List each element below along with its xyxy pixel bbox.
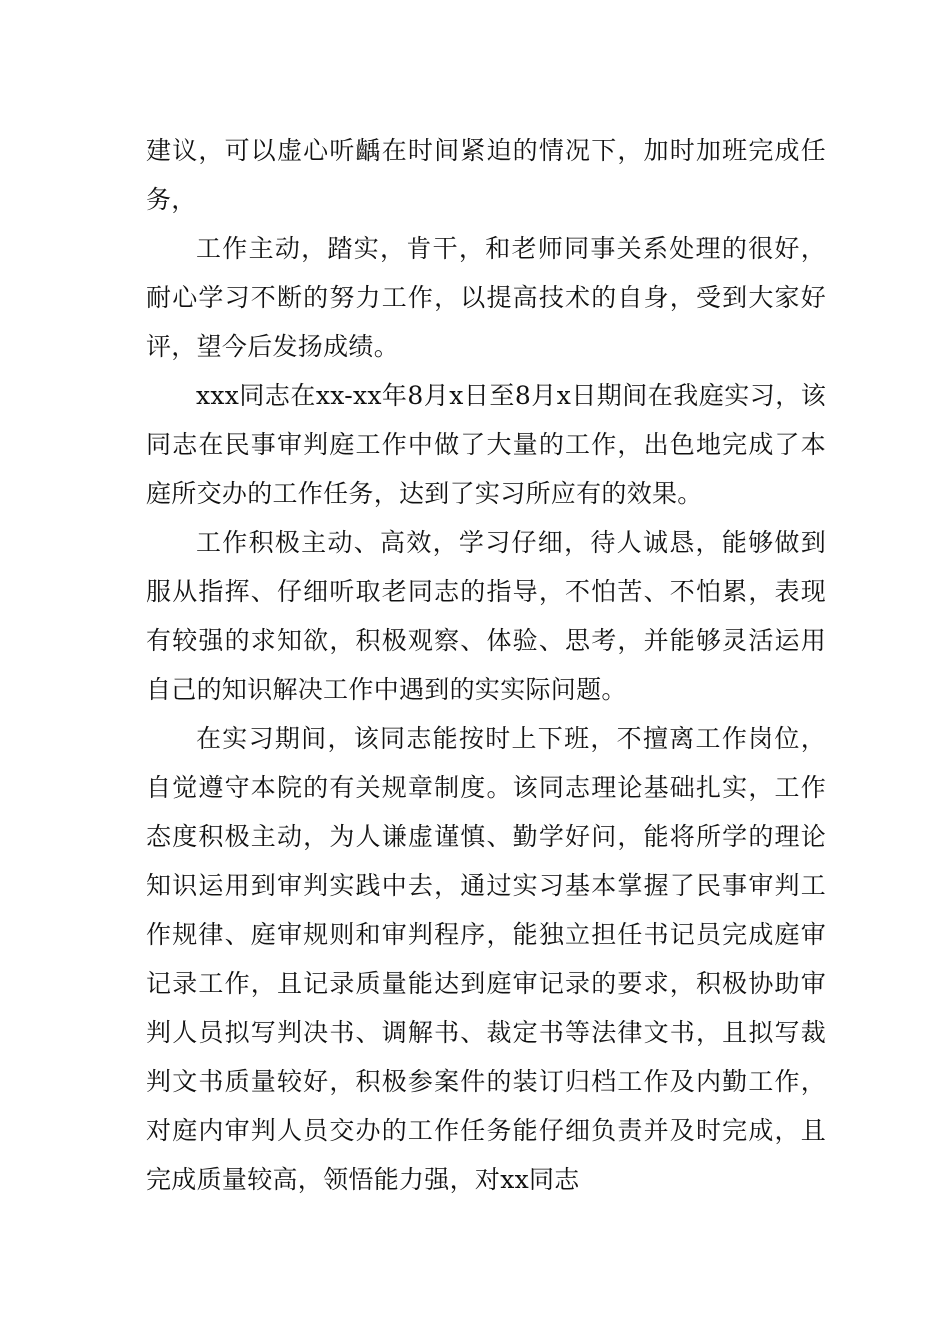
document-body: [146, 126, 826, 1204]
paragraph-4: 工作积极主动、高效，学习仔细，待人诚恳，能够做到服从指挥、仔细听取老同志的指导，不怕苦、不怕累，表现有较强的求知欲，积极观察、体验、思考，并能够灵活运用自己的知识解决工作中遇到的实实际问题。: [146, 528, 826, 704]
paragraph-5: 在实习期间，该同志能按时上下班，不擅离工作岗位，自觉遵守本院的有关规章制度。该同志理论基础扎实，工作态度积极主动，为人谦虚谨慎、勤学好问，能将所学的理论知识运用到审判实践中去，通过实习基本掌握了民事审判工作规律、庭审规则和审判程序，能独立担任书记员完成庭审记录工作，且记录质量能达到庭审记录的要求，积极协助审判人员拟写判决书、调解书、裁定书等法律文书，且拟写裁判文书质量较好，积极参案件的装订归档工作及内勤工作，对庭内审判人员交办的工作任务能仔细负责并及时完成，且完成质量较高，领悟能力强，对xx同志: [146, 724, 826, 1194]
paragraph-2: 工作主动，踏实，肯干，和老师同事关系处理的很好，耐心学习不断的努力工作，以提高技术的自身，受到大家好评，望今后发扬成绩。: [146, 234, 826, 361]
paragraph-1: 建议，可以虚心听齲在时间紧迫的情况下，加时加班完成任务，: [146, 136, 826, 214]
paragraph-3: xxx同志在xx-xx年8月x日至8月x日期间在我庭实习，该同志在民事审判庭工作中做了大量的工作，出色地完成了本庭所交办的工作任务，达到了实习所应有的效果。: [146, 381, 826, 508]
